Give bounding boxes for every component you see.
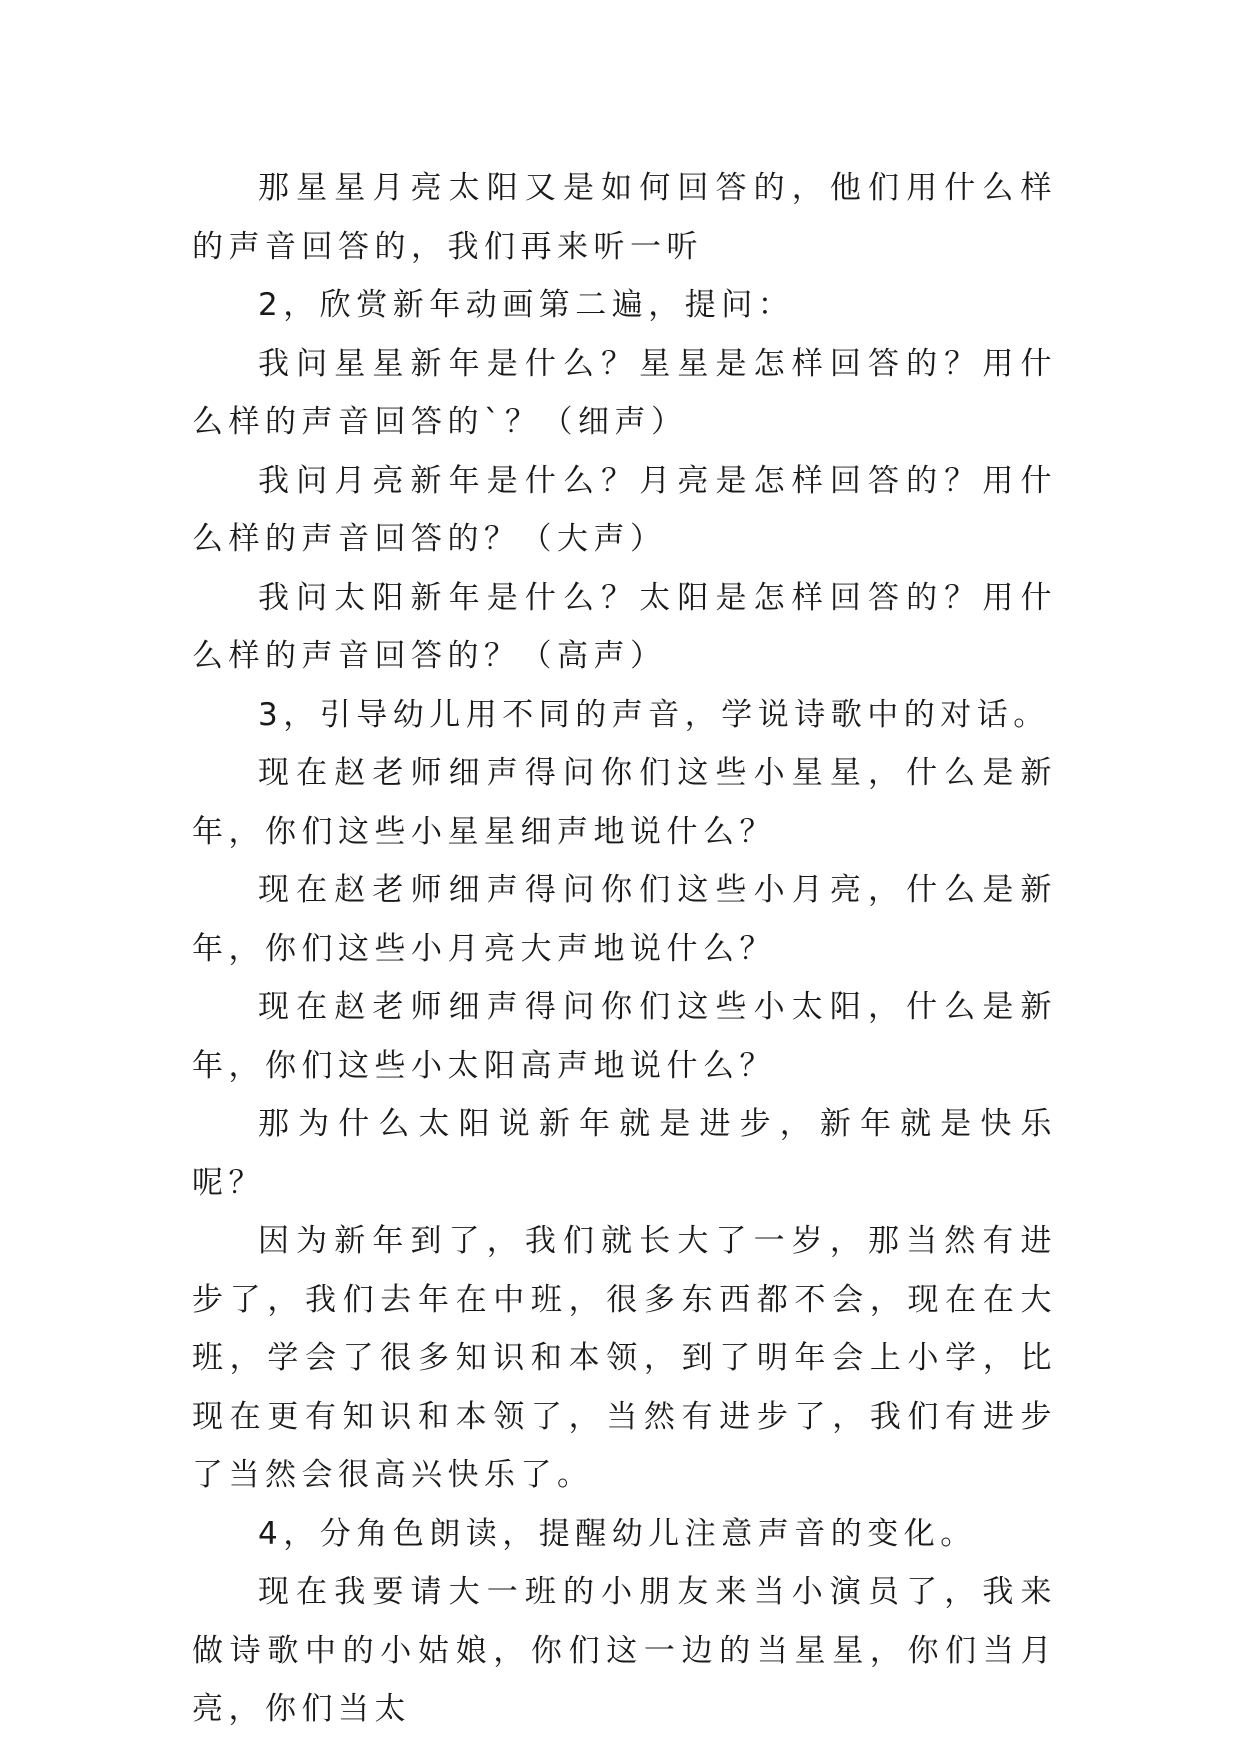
paragraph-12: 4，分角色朗读，提醒幼儿注意声音的变化。 bbox=[258, 1515, 977, 1552]
paragraph-5: 我问太阳新年是什么？太阳是怎样回答的？用什么样的声音回答的？（高声） bbox=[192, 579, 1057, 674]
paragraph-13: 现在我要请大一班的小朋友来当小演员了，我来做诗歌中的小姑娘，你们这一边的当星星，你们当月亮，你们当太 bbox=[192, 1574, 1057, 1727]
paragraph-9: 现在赵老师细声得问你们这些小太阳，什么是新年，你们这些小太阳高声地说什么？ bbox=[192, 989, 1057, 1084]
paragraph-6: 3，引导幼儿用不同的声音，学说诗歌中的对话。 bbox=[258, 696, 1050, 733]
paragraph-3: 我问星星新年是什么？星星是怎样回答的？用什么样的声音回答的`？（细声） bbox=[192, 345, 1057, 440]
paragraph-8: 现在赵老师细声得问你们这些小月亮，什么是新年，你们这些小月亮大声地说什么？ bbox=[192, 872, 1057, 967]
document-body bbox=[192, 159, 1057, 1739]
paragraph-2: 2，欣赏新年动画第二遍，提问： bbox=[258, 287, 795, 323]
paragraph-4: 我问月亮新年是什么？月亮是怎样回答的？用什么样的声音回答的？（大声） bbox=[192, 462, 1057, 557]
paragraph-1: 那星星月亮太阳又是如何回答的，他们用什么样的声音回答的，我们再来听一听 bbox=[192, 170, 1057, 265]
paragraph-11: 因为新年到了，我们就长大了一岁，那当然有进步了，我们去年在中班，很多东西都不会，现在在大班，学会了很多知识和本领，到了明年会上小学，比现在更有知识和本领了，当然有进步了，我们有进步了当然会很高兴快乐了。 bbox=[192, 1223, 1057, 1493]
paragraph-7: 现在赵老师细声得问你们这些小星星，什么是新年，你们这些小星星细声地说什么？ bbox=[192, 755, 1057, 850]
paragraph-10: 那为什么太阳说新年就是进步，新年就是快乐呢？ bbox=[192, 1106, 1057, 1201]
